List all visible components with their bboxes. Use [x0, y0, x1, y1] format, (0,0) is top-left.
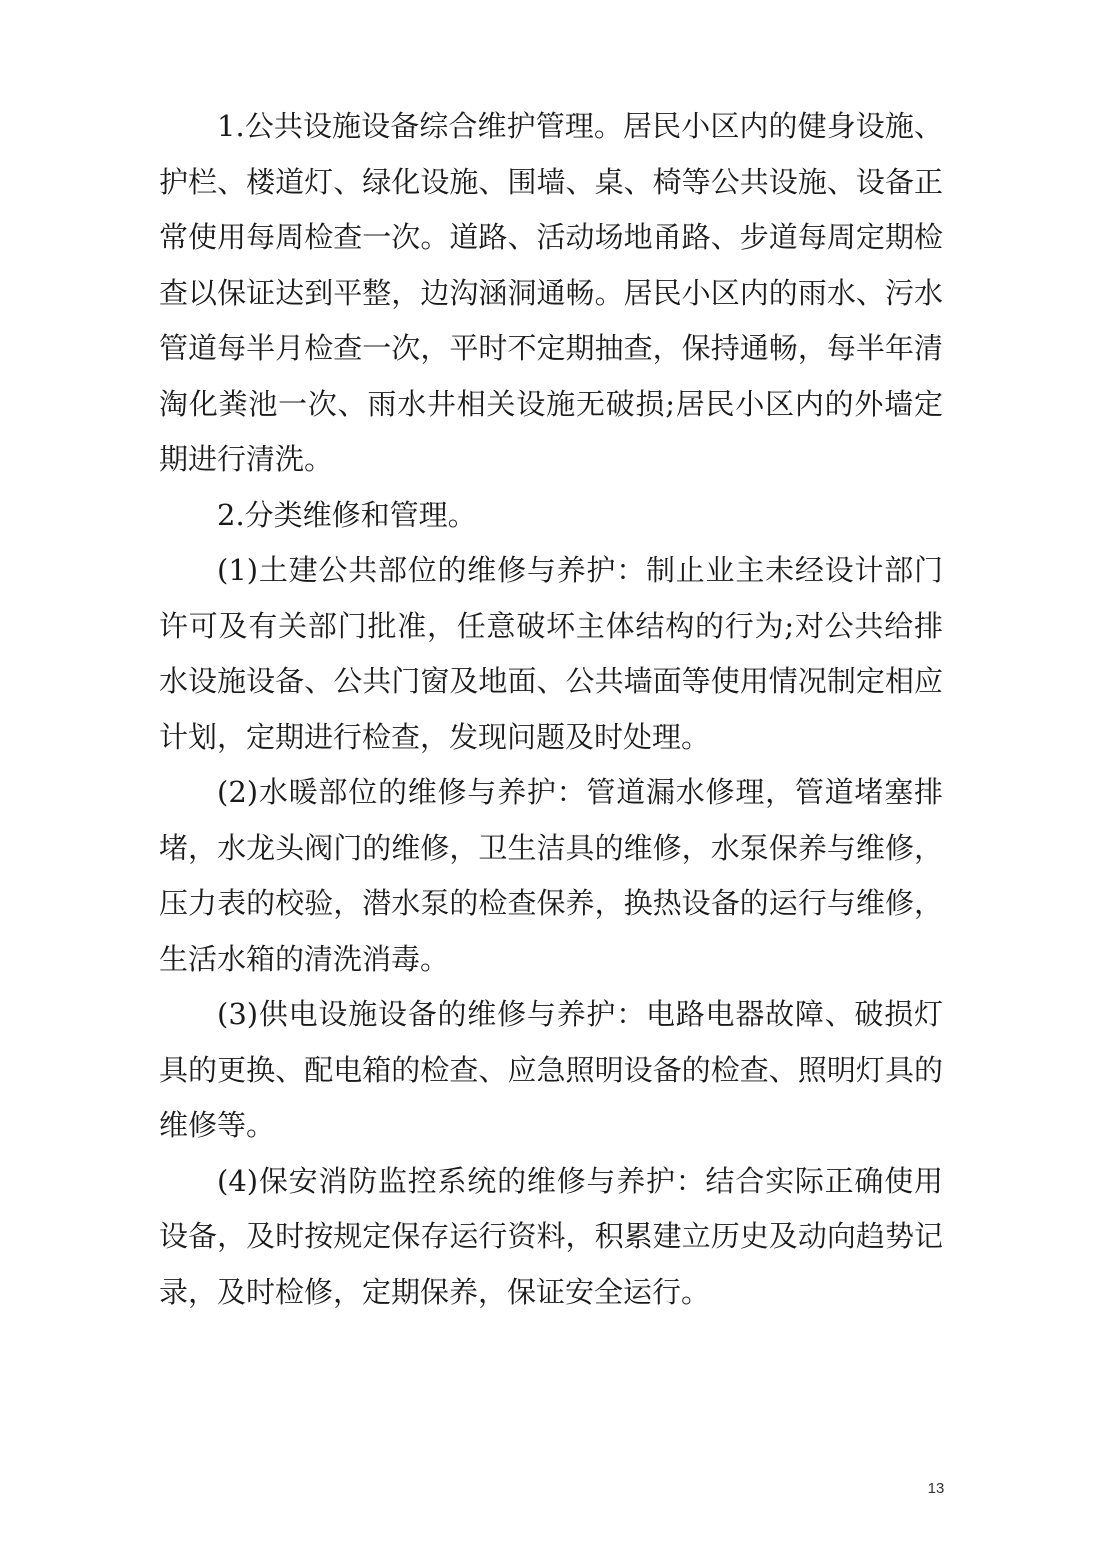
page-body	[159, 99, 943, 1320]
paragraph-plumbing-heating: (2)水暖部位的维修与养护：管道漏水修理，管道堵塞排堵，水龙头阀门的维修，卫生洁具的维修，水泵保养与维修，压力表的校验，潜水泵的检查保养，换热设备的运行与维修，生活水箱的清洗消毒。	[159, 775, 943, 976]
paragraph-security-fire-monitoring: (4)保安消防监控系统的维修与养护：结合实际正确使用设备，及时按规定保存运行资料，积累建立历史及动向趋势记录，及时检修，定期保养，保证安全运行。	[159, 1163, 943, 1309]
paragraph-public-facilities: 1.公共设施设备综合维护管理。居民小区内的健身设施、护栏、楼道灯、绿化设施、围墙、桌、椅等公共设施、设备正常使用每周检查一次。道路、活动场地甬路、步道每周定期检查以保证达到平整，边沟涵洞通畅。居民小区内的雨水、污水管道每半月检查一次，平时不定期抽查，保持通畅，每半年清淘化粪池一次、雨水井相关设施无破损;居民小区内的外墙定期进行清洗。	[159, 109, 943, 476]
paragraph-power-supply: (3)供电设施设备的维修与养护：电路电器故障、破损灯具的更换、配电箱的检查、应急照明设备的检查、照明灯具的维修等。	[159, 997, 943, 1142]
paragraph-classified-maintenance: 2.分类维修和管理。	[217, 497, 477, 532]
page-number: 13	[927, 1480, 945, 1497]
paragraph-civil-works: (1)土建公共部位的维修与养护：制止业主未经设计部门许可及有关部门批准，任意破坏主体结构的行为;对公共给排水设施设备、公共门窗及地面、公共墙面等使用情况制定相应计划，定期进行检查，发现问题及时处理。	[159, 553, 943, 754]
